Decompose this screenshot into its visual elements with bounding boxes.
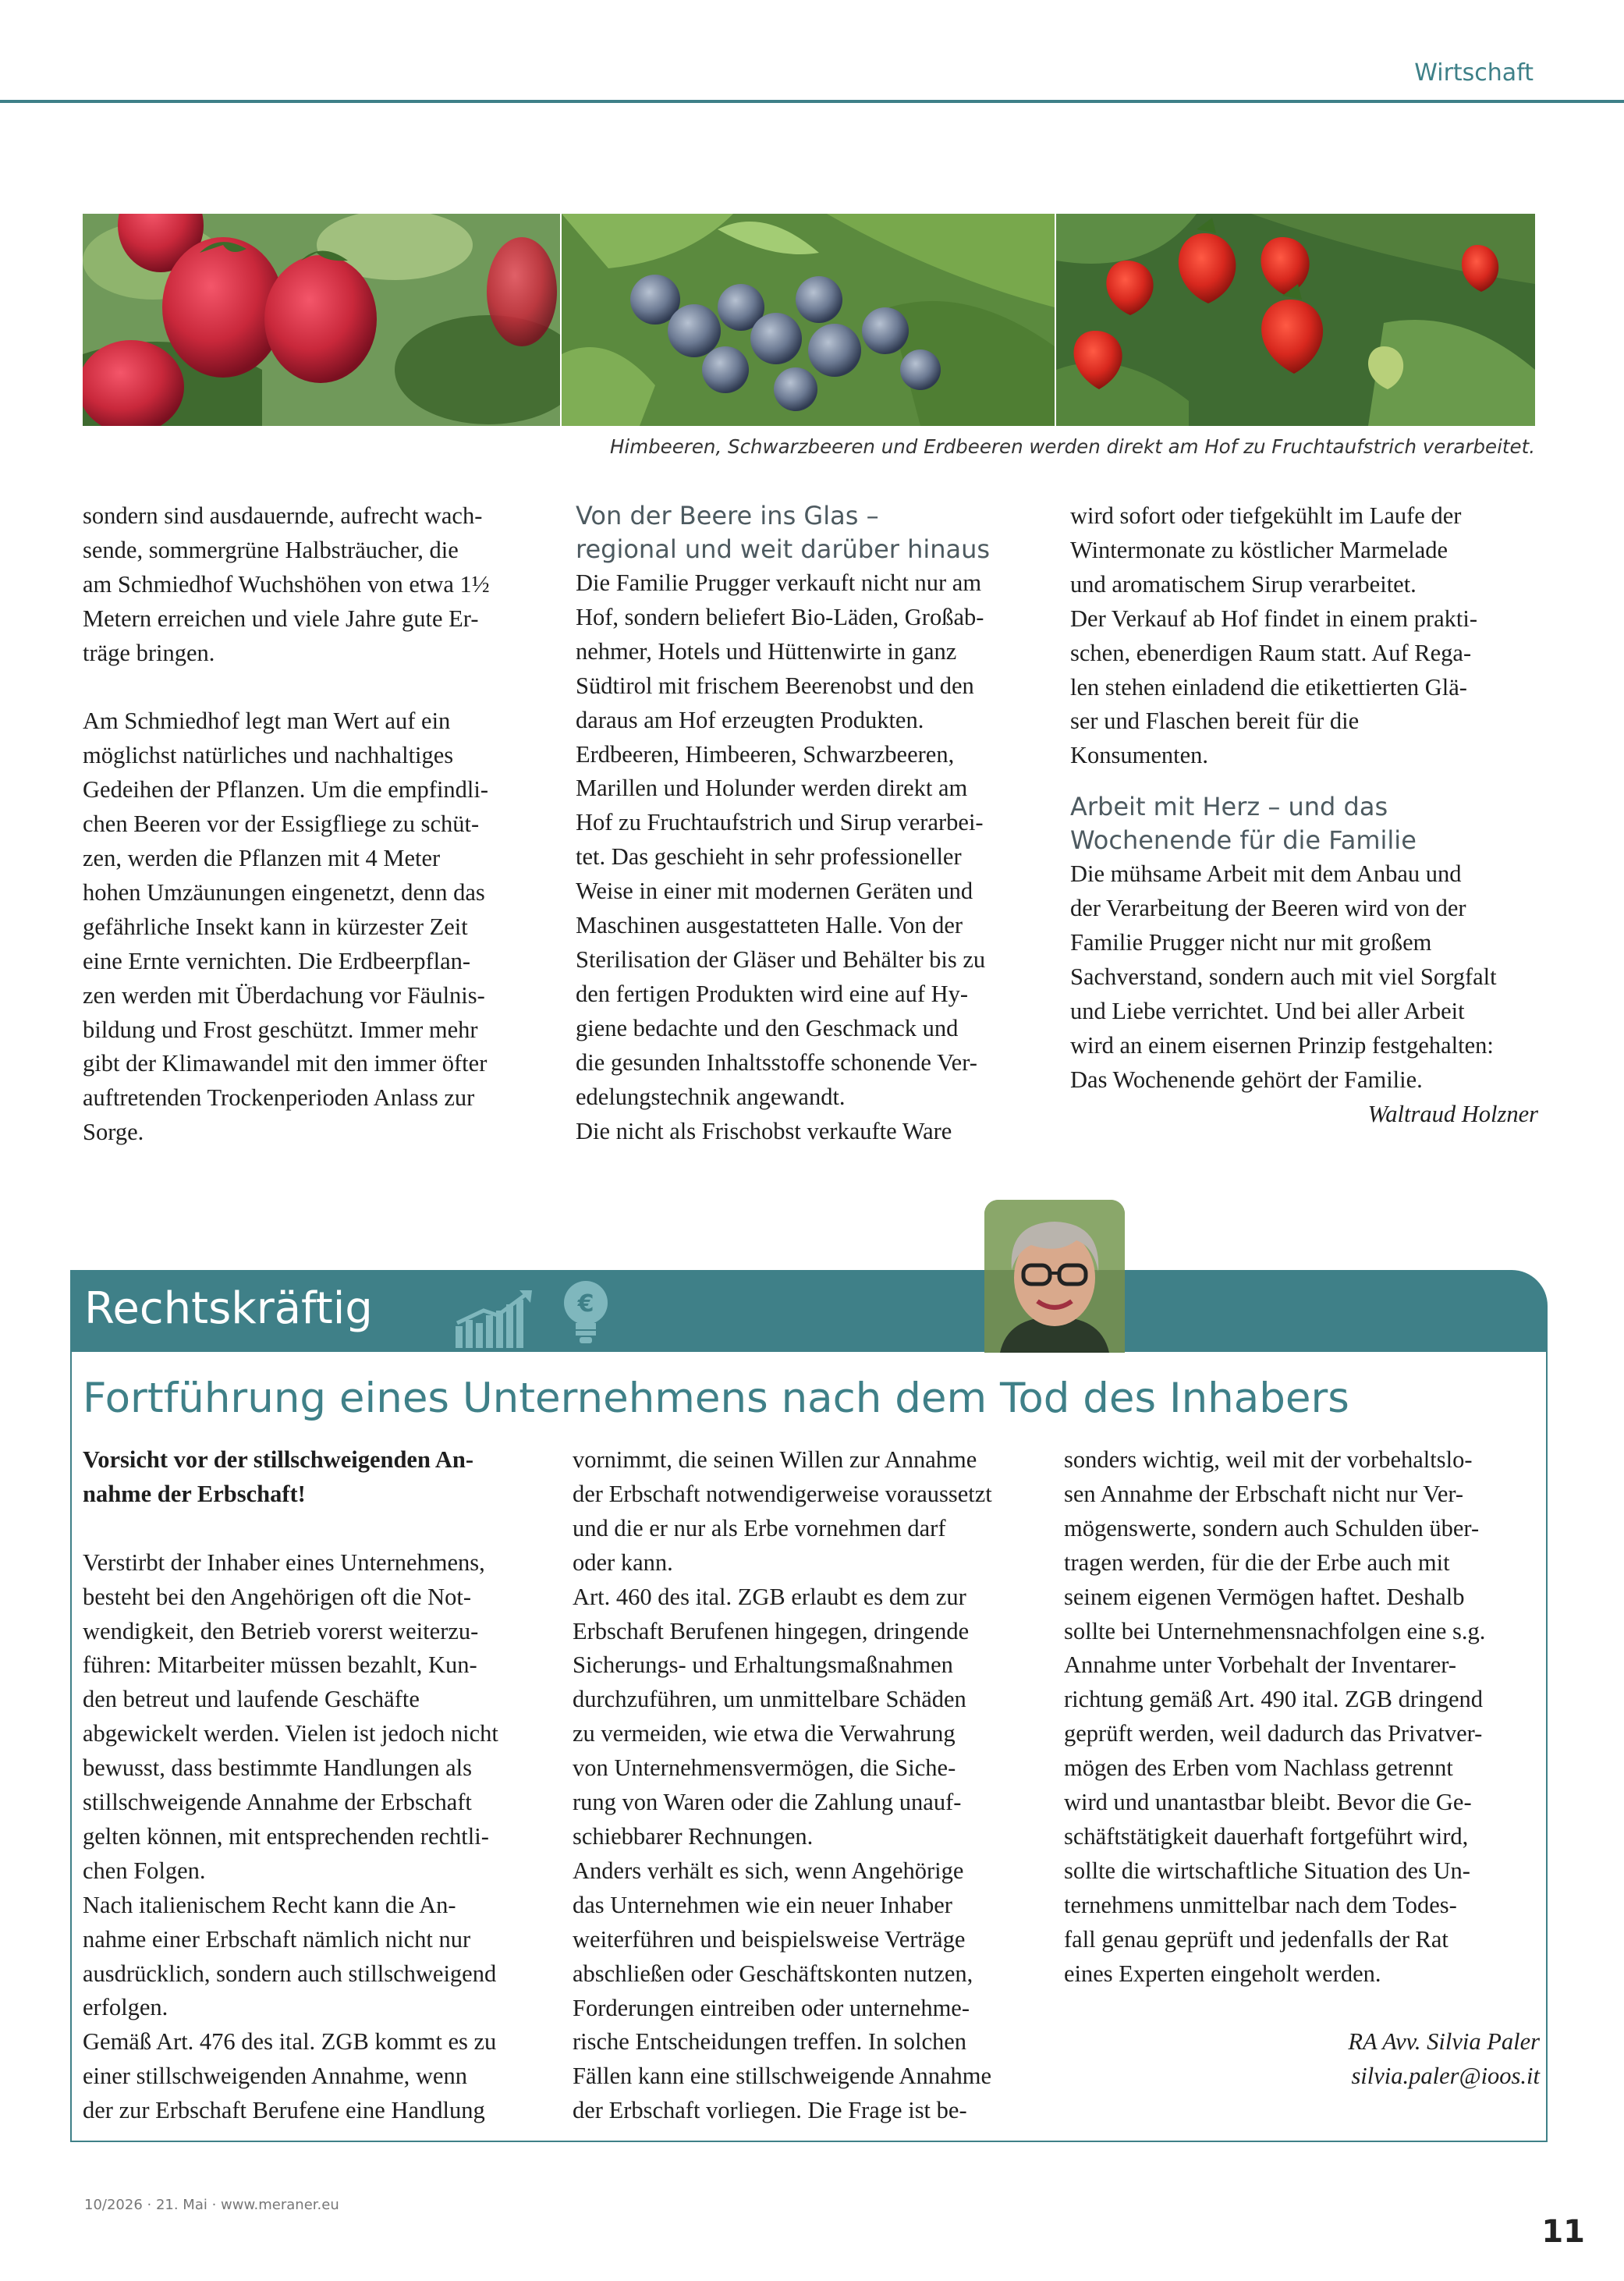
article-column-2-body [576,566,1044,1148]
text-line: Sicherungs- und Erhaltungsmaßnahmen [573,1651,953,1679]
text-line: gelten können, mit entsprechenden rechtli- [83,1822,489,1850]
lightbulb-euro-icon [560,1278,612,1350]
text-line: Die Familie Prugger verkauft nicht nur am [576,569,982,596]
text-line: Weise in einer mit modernen Geräten und [576,878,973,905]
text-line: den fertigen Produkten wird eine auf Hy- [576,980,969,1007]
berry-photo-strip [83,214,1535,426]
text-line: wendigkeit, den Betrieb vorerst weiterzu- [83,1617,479,1644]
text-line: Nach italienischem Recht kann die An- [83,1891,456,1918]
text-line: besteht bei den Angehörigen oft die Not- [83,1583,472,1610]
text-line: nehmer, Hotels und Hüttenwirte in ganz [576,637,957,665]
photo-caption: Himbeeren, Schwarzbeeren und Erdbeeren werden direkt am Hof zu Fruchtaufstrich verarbeitet. [609,435,1535,458]
text-line: auftretenden Trockenperioden Anlass zur [83,1084,475,1112]
text-line: Marillen und Holunder werden direkt am [576,775,968,802]
text-line: sollte bei Unternehmensnachfolgen eine s.g. [1064,1617,1486,1644]
section-heading-herz [1070,790,1538,857]
text-line: das Unternehmen wie ein neuer Inhaber [573,1891,952,1918]
lead-line: Vorsicht vor der stillschweigenden An- [83,1446,474,1473]
text-line: tet. Das geschieht in sehr professioneller [576,843,962,871]
text-line: sollte die wirtschaftliche Situation des Un- [1064,1857,1470,1884]
text-line: Hof, sondern beliefert Bio-Läden, Großab- [576,603,984,630]
text-line: eines Experten eingeholt werden. [1064,1960,1381,1987]
text-line: oder kann. [573,1548,673,1576]
blueberries-photo [562,214,1055,426]
text-line: Konsumenten. [1070,742,1209,769]
text-line: geprüft werden, weil dadurch das Privatver- [1064,1720,1483,1747]
article-column-3-body-b [1070,857,1538,1097]
text-line: tragen werden, für die der Erbe auch mit [1064,1548,1450,1576]
header-rule [0,100,1624,103]
legal-author-name: RA Avv. Silvia Paler [1348,2028,1540,2056]
issue-info: 10/2026 · 21. Mai · www.meraner.eu [84,2197,339,2213]
article-column-3 [1070,499,1538,1132]
text-line: Maschinen ausgestatteten Halle. Von der [576,912,963,939]
heading-line: regional und weit darüber hinaus [576,534,991,564]
heading-line: Arbeit mit Herz – und das [1070,792,1388,822]
text-line: gibt der Klimawandel mit den immer öfter [83,1050,488,1077]
text-line: weiterführen und beispielsweise Verträge [573,1925,966,1953]
text-line: vornimmt, die seinen Willen zur Annahme [573,1446,977,1473]
text-line: Familie Prugger nicht nur mit großem [1070,929,1432,956]
text-line: eine Ernte vernichten. Die Erdbeerpflan- [83,947,471,974]
text-line: ternehmens unmittelbar nach dem Todes- [1064,1891,1457,1918]
text-line: Verstirbt der Inhaber eines Unternehmens, [83,1548,485,1576]
text-line: Erdbeeren, Himbeeren, Schwarzbeeren, [576,740,955,768]
legal-headline: Fortführung eines Unternehmens nach dem Tod des Inhabers [83,1375,1349,1422]
text-line: sende, sommergrüne Halbsträucher, die [83,536,459,563]
text-line: zen, werden die Pflanzen mit 4 Meter [83,845,441,872]
article-column-2 [576,499,1044,1148]
text-line: am Schmiedhof Wuchshöhen von etwa 1½ [83,570,490,598]
text-line: Fällen kann eine stillschweigende Annahme [573,2063,991,2090]
text-line: Gemäß Art. 476 des ital. ZGB kommt es zu [83,2028,497,2056]
text-line: Art. 460 des ital. ZGB erlaubt es dem zur [573,1583,966,1610]
text-line: mögen des Erben vom Nachlass getrennt [1064,1754,1453,1782]
legal-author-email[interactable]: silvia.paler@ioos.it [1351,2063,1540,2090]
text-line: möglichst natürliches und nachhaltiges [83,742,454,769]
text-line: Annahme unter Vorbehalt der Inventarer- [1064,1651,1457,1679]
text-line: den betreut und laufende Geschäfte [83,1686,420,1713]
text-line: ausdrücklich, sondern auch stillschweigend [83,1960,497,1987]
text-line: und aromatischem Sirup verarbeitet. [1070,570,1417,598]
article-author: Waltraud Holzner [1367,1100,1538,1127]
text-line: Das Wochenende gehört der Familie. [1070,1066,1423,1093]
text-line: rische Entscheidungen treffen. In solchen [573,2028,967,2056]
text-line: schiebbarer Rechnungen. [573,1822,814,1850]
section-label: Wirtschaft [1414,59,1534,87]
text-line: Gedeihen der Pflanzen. Um die empfindli- [83,776,489,803]
text-line: träge bringen. [83,639,215,666]
text-line: der Erbschaft notwendigerweise voraussetzt [573,1480,992,1507]
text-line: nahme einer Erbschaft nämlich nicht nur [83,1925,471,1953]
text-line: chen Folgen. [83,1857,206,1884]
text-line: bewusst, dass bestimmte Handlungen als [83,1754,472,1782]
text-line: durchzuführen, um unmittelbare Schäden [573,1686,966,1713]
legal-lead [83,1443,558,1512]
text-line: seinem eigenen Vermögen haftet. Deshalb [1064,1583,1465,1610]
text-line: schen, ebenerdigen Raum statt. Auf Rega- [1070,639,1472,666]
text-line: erfolgen. [83,1994,168,2021]
text-line: daraus am Hof erzeugten Produkten. [576,706,924,733]
text-line: Sorge. [83,1119,144,1146]
author-portrait [984,1200,1125,1353]
heading-line: Wochenende für die Familie [1070,825,1417,856]
text-line: Metern erreichen und viele Jahre gute Er- [83,605,479,632]
text-line: Am Schmiedhof legt man Wert auf ein [83,708,451,735]
text-line: der Verarbeitung der Beeren wird von der [1070,895,1466,922]
text-line: edelungstechnik angewandt. [576,1083,846,1110]
legal-column-3-body [1064,1443,1540,1992]
article-column-3-body-a [1070,499,1538,773]
heading-line: Von der Beere ins Glas – [576,501,879,530]
text-line: fall genau geprüft und jedenfalls der Rat [1064,1925,1448,1953]
text-line: zu vermeiden, wie etwa die Verwahrung [573,1720,956,1747]
text-line: schäftstätigkeit dauerhaft fortgeführt wird, [1064,1822,1469,1850]
text-line: einer stillschweigenden Annahme, wenn [83,2063,467,2090]
legal-column-3 [1064,1443,1540,2094]
text-line: sonders wichtig, weil mit der vorbehaltslo- [1064,1446,1473,1473]
raspberries-photo [83,214,560,426]
lead-line: nahme der Erbschaft! [83,1480,306,1507]
legal-column-2 [573,1443,1056,2128]
text-line: zen werden mit Überdachung vor Fäulnis- [83,981,485,1009]
text-line: der Erbschaft vorliegen. Die Frage ist be- [573,2097,967,2124]
legal-box-label: Rechtskräftig [84,1283,373,1334]
strawberries-photo [1056,214,1535,426]
text-line: bildung und Frost geschützt. Immer mehr [83,1016,478,1043]
paragraph-gap [83,1512,558,1546]
text-line: gefährliche Insekt kann in kürzester Zeit [83,913,468,940]
text-line: Südtirol mit frischem Beerenobst und den [576,672,974,699]
text-line: der zur Erbschaft Berufene eine Handlung [83,2097,485,2124]
text-line: Der Verkauf ab Hof findet in einem prakti- [1070,605,1477,632]
article-column-1 [83,499,551,1150]
text-line: sondern sind ausdauernde, aufrecht wach- [83,502,483,529]
legal-column-1-body [83,1546,558,2128]
text-line: Forderungen eintreiben oder unternehme- [573,1994,970,2021]
text-line: wird sofort oder tiefgekühlt im Laufe der [1070,502,1462,529]
text-line: chen Beeren vor der Essigfliege zu schüt- [83,811,480,838]
text-line: len stehen einladend die etikettierten Glä- [1070,673,1467,701]
text-line: und die er nur als Erbe vornehmen darf [573,1514,946,1541]
text-line: Wintermonate zu köstlicher Marmelade [1070,536,1448,563]
bar-chart-icon [452,1287,538,1350]
text-line [83,671,551,705]
text-line: Die mühsame Arbeit mit dem Anbau und [1070,860,1462,888]
text-line: abschließen oder Geschäftskonten nutzen, [573,1960,973,1987]
text-line: Hof zu Fruchtaufstrich und Sirup verarbei- [576,809,984,836]
text-line: rung von Waren oder die Zahlung unauf- [573,1789,962,1816]
legal-column-1 [83,1443,558,2128]
text-line: richtung gemäß Art. 490 ital. ZGB dringend [1064,1686,1484,1713]
svg-text:€: € [577,1290,594,1318]
text-line: Die nicht als Frischobst verkaufte Ware [576,1117,952,1144]
text-line: Sachverstand, sondern auch mit viel Sorgfalt [1070,963,1497,990]
section-heading-beere [576,499,1044,566]
text-line: führen: Mitarbeiter müssen bezahlt, Kun- [83,1651,477,1679]
text-line: wird an einem eisernen Prinzip festgehalten: [1070,1031,1494,1059]
text-line: wird und unantastbar bleibt. Bevor die Ge- [1064,1789,1472,1816]
paragraph-gap [1064,1992,1540,2026]
text-line: abgewickelt werden. Vielen ist jedoch nicht [83,1720,498,1747]
page-number: 11 [1541,2214,1585,2250]
text-line: von Unternehmensvermögen, die Siche- [573,1754,956,1782]
text-line: Anders verhält es sich, wenn Angehörige [573,1857,964,1884]
text-line: und Liebe verrichtet. Und bei aller Arbeit [1070,997,1465,1024]
text-line: giene bedachte und den Geschmack und [576,1014,959,1041]
text-line: Sterilisation der Gläser und Behälter bis zu [576,945,986,973]
text-line: die gesunden Inhaltsstoffe schonende Ver- [576,1048,977,1076]
text-line: mögenswerte, sondern auch Schulden über- [1064,1514,1480,1541]
text-line: sen Annahme der Erbschaft nicht nur Ver- [1064,1480,1464,1507]
text-line: Erbschaft Berufenen hingegen, dringende [573,1617,970,1644]
text-line: hohen Umzäunungen eingenetzt, denn das [83,878,485,906]
text-line: stillschweigende Annahme der Erbschaft [83,1789,472,1816]
text-line: ser und Flaschen bereit für die [1070,708,1360,735]
